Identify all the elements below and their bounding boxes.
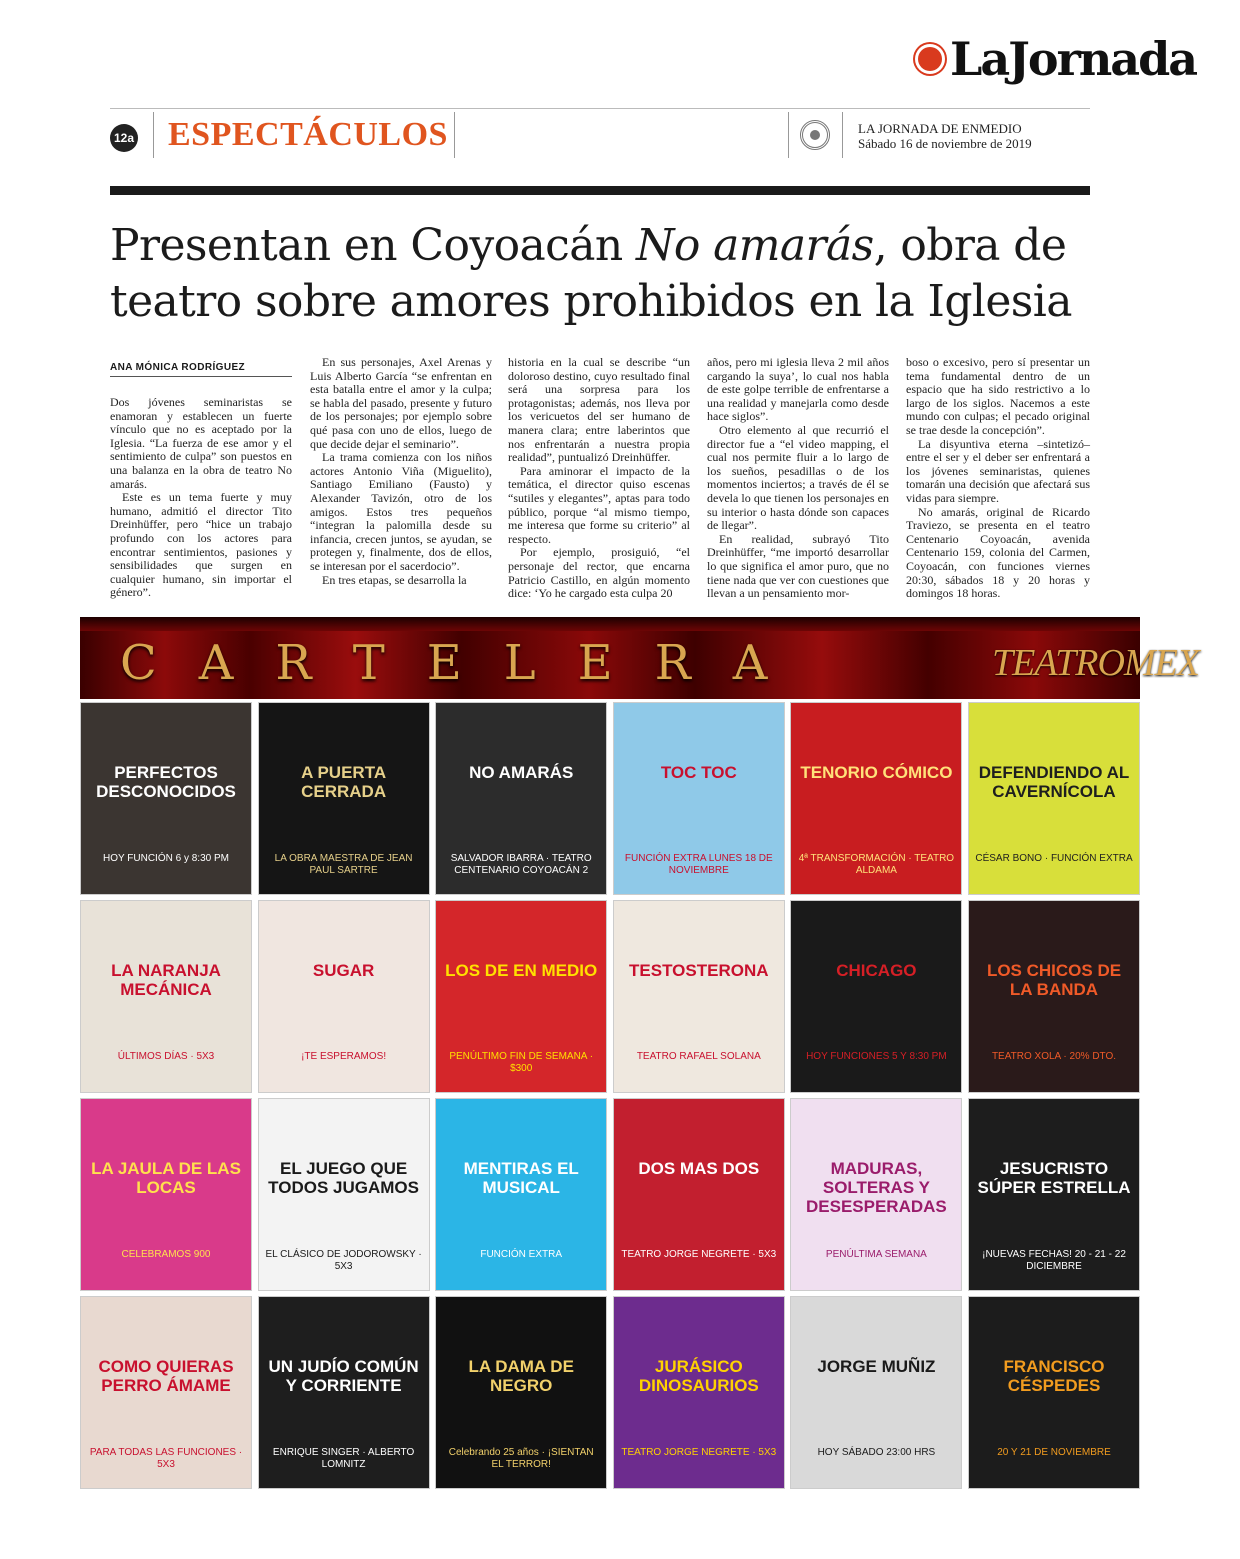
byline: ANA MÓNICA RODRÍGUEZ (110, 362, 246, 373)
poster-subtitle: 4ª TRANSFORMACIÓN · TEATRO ALDAMA (798, 853, 955, 876)
article-column-1 (110, 396, 292, 600)
poster-title: LOS CHICOS DE LA BANDA (986, 961, 1122, 999)
poster-title: SUGAR (312, 961, 375, 980)
theatre-poster[interactable] (613, 1296, 785, 1489)
poster-title: A PUERTA CERRADA (301, 763, 387, 801)
poster-subtitle: TEATRO JORGE NEGRETE · 5X3 (621, 1447, 777, 1458)
poster-subtitle: SALVADOR IBARRA · TEATRO CENTENARIO COYOACÁN 2 (450, 853, 592, 876)
poster-title: DEFENDIENDO AL CAVERNÍCOLA (978, 763, 1130, 801)
poster-subtitle: ¡NUEVAS FECHAS! 20 - 21 - 22 DICIEMBRE (982, 1249, 1126, 1272)
paragraph: Este es un tema fuerte y muy humano, admitió el director Tito Dreinhüffer, pero “hice un trabajo profundo con los actores para encontrar sentimientos, pasiones y sensibilidades que surgen en cualquier humano, sin importar el género”. (110, 490, 292, 600)
logo-mark-icon (918, 47, 942, 71)
theatre-poster[interactable] (258, 1296, 430, 1489)
poster-subtitle: ¡TE ESPERAMOS! (301, 1051, 387, 1062)
page-number: 12a (110, 124, 138, 152)
theatre-poster[interactable] (613, 900, 785, 1093)
poster-subtitle: EL CLÁSICO DE JODOROWSKY · 5X3 (265, 1249, 422, 1272)
divider (788, 112, 789, 158)
paragraph: Para aminorar el impacto de la temática, el director quiso escenas “sutiles y elegantes”, aptas para todo público, porque “al mismo tiempo, me interesa que forme su criterio” al respecto. (508, 463, 690, 546)
logo-text: LaJornada (950, 32, 1197, 86)
theatre-poster[interactable] (258, 702, 430, 895)
paragraph: En tres etapas, se desarrolla la (322, 572, 467, 587)
theatre-poster[interactable] (790, 900, 962, 1093)
headline-italic: No amarás (635, 220, 874, 271)
poster-subtitle: TEATRO JORGE NEGRETE · 5X3 (621, 1249, 777, 1260)
theatre-poster[interactable] (968, 702, 1140, 895)
theatre-poster[interactable] (80, 900, 252, 1093)
poster-title: TESTOSTERONA (629, 961, 769, 980)
headline-part2: , obra de teatro sobre amores prohibidos en la Iglesia (110, 220, 1072, 327)
poster-subtitle: PENÚLTIMO FIN DE SEMANA · $300 (449, 1051, 594, 1074)
edition-name: LA JORNADA DE ENMEDIO (858, 121, 1022, 136)
theatre-poster[interactable] (613, 1098, 785, 1291)
byline-rule (110, 376, 292, 377)
poster-title: LOS DE EN MEDIO (445, 961, 598, 980)
theatre-poster[interactable] (435, 1296, 607, 1489)
poster-subtitle: TEATRO RAFAEL SOLANA (636, 1051, 761, 1062)
poster-subtitle: FUNCIÓN EXTRA LUNES 18 DE NOVIEMBRE (624, 853, 773, 876)
poster-subtitle: TEATRO XOLA · 20% DTO. (991, 1051, 1117, 1062)
poster-subtitle: PARA TODAS LAS FUNCIONES · 5X3 (89, 1447, 243, 1470)
paragraph: La trama comienza con los niños actores Antonio Viña (Miguelito), Santiago Emiliano (Fausto) y Alexander Tavizón, otro de los amigos. Estos tres pequeños “integran la palomilla desde su infancia, crecen juntos, se ayudan, se protegen y, finalmente, dos de ellos, se interesan por el sacerdocio”. (310, 450, 492, 573)
theatre-poster[interactable] (258, 1098, 430, 1291)
poster-subtitle: LA OBRA MAESTRA DE JEAN PAUL SARTRE (274, 853, 413, 876)
poster-subtitle: ENRIQUE SINGER · ALBERTO LOMNITZ (272, 1447, 415, 1470)
poster-title: NO AMARÁS (469, 763, 574, 782)
poster-title: MADURAS, SOLTERAS Y DESESPERADAS (806, 1159, 947, 1216)
cartelera-title: CARTELERA (120, 635, 810, 691)
cartelera-banner (80, 617, 1200, 699)
theatre-poster[interactable] (968, 900, 1140, 1093)
poster-title: DOS MAS DOS (638, 1159, 760, 1178)
poster-title: PERFECTOS DESCONOCIDOS (96, 763, 236, 801)
edition-seal-icon (800, 120, 830, 150)
headline (110, 218, 1100, 330)
edition-date: Sábado 16 de noviembre de 2019 (858, 136, 1032, 151)
article-column-4 (707, 356, 889, 601)
theatre-poster[interactable] (790, 702, 962, 895)
cartelera-brand[interactable]: TEATROMEX (992, 642, 1200, 684)
logo[interactable] (918, 30, 1228, 88)
poster-title: TENORIO CÓMICO (800, 763, 953, 782)
poster-subtitle: CÉSAR BONO · FUNCIÓN EXTRA (975, 853, 1133, 864)
article-column-2 (310, 356, 492, 587)
poster-title: JURÁSICO DINOSAURIOS (638, 1357, 759, 1395)
poster-title: CHICAGO (836, 961, 917, 980)
poster-title: JESUCRISTO SÚPER ESTRELLA (977, 1159, 1131, 1197)
poster-title: LA JAULA DE LAS LOCAS (91, 1159, 241, 1197)
paragraph: boso o excesivo, pero sí presentar un tema fundamental dentro de un espacio que ha sido restrictivo a lo largo de los siglos. Nacemos a este mundo con culpas; el pecado original se trae desde la concepción”. (906, 355, 1090, 437)
paragraph: años, pero mi iglesia lleva 2 mil años cargando la suya’, lo cual nos habla de este golpe terrible de enfrentarse a una realidad y manejarla como desde hace siglos”. (707, 355, 889, 424)
divider (842, 112, 843, 158)
paragraph: En sus personajes, Axel Arenas y Luis Alberto García “se enfrentan en esta batalla entre el amor y la culpa; se habla del pasado, presente y futuro de los personajes; por ejemplo sobre qué pasa con uno de ellos, luego de que decide dejar el seminario”. (310, 355, 492, 451)
poster-title: MENTIRAS EL MUSICAL (463, 1159, 579, 1197)
theatre-poster[interactable] (968, 1098, 1140, 1291)
article-column-5 (906, 356, 1090, 601)
theatre-poster[interactable] (435, 702, 607, 895)
poster-title: JORGE MUÑIZ (817, 1357, 936, 1376)
top-rule (110, 108, 1090, 109)
divider (153, 112, 154, 158)
poster-subtitle: FUNCIÓN EXTRA (480, 1249, 563, 1260)
poster-title: EL JUEGO QUE TODOS JUGAMOS (268, 1159, 419, 1197)
paragraph: No amarás, original de Ricardo Traviezo, se presenta en el teatro Centenario Coyoacán, avenida Centenario 159, colonia del Carmen, Coyoacán, con funciones viernes 20:30, sábados 18 y 20 horas y domingos 18 horas. (906, 504, 1090, 601)
paragraph: En realidad, subrayó Tito Dreinhüffer, “me importó desarrollar lo que significa el amor puro, que no tiene nada que ver con cuestiones que llevan a un pensamiento mor- (707, 531, 889, 601)
theatre-poster[interactable] (435, 900, 607, 1093)
theatre-poster[interactable] (613, 702, 785, 895)
paragraph: Por ejemplo, prosiguió, “el personaje del rector, que encarna Patricio Castillo, en algún momento dice: ‘Yo he cargado esta culpa 20 (508, 545, 690, 601)
article-column-3 (508, 356, 690, 601)
theatre-poster[interactable] (790, 1296, 962, 1489)
poster-title: LA DAMA DE NEGRO (468, 1357, 574, 1395)
theatre-poster[interactable] (968, 1296, 1140, 1489)
poster-subtitle: HOY FUNCIÓN 6 y 8:30 PM (103, 853, 229, 864)
poster-subtitle: HOY SÁBADO 23:00 HRS (817, 1447, 936, 1458)
poster-subtitle: Celebrando 25 años · ¡SIENTAN EL TERROR! (448, 1447, 594, 1470)
poster-subtitle: ÚLTIMOS DÍAS · 5X3 (117, 1051, 215, 1062)
theatre-poster[interactable] (258, 900, 430, 1093)
poster-title: FRANCISCO CÉSPEDES (1003, 1357, 1105, 1395)
poster-title: UN JUDÍO COMÚN Y CORRIENTE (268, 1357, 419, 1395)
section-rule (110, 186, 1090, 195)
poster-subtitle: HOY FUNCIONES 5 Y 8:30 PM (806, 1051, 947, 1062)
section-title[interactable]: ESPECTÁCULOS (168, 116, 448, 153)
poster-title: LA NARANJA MECÁNICA (111, 961, 221, 999)
paragraph: La disyuntiva eterna –sintetizó– entre el ser y el deber ser enfrentará a los jóvenes seminaristas, quienes tomarán una decisión que afectará sus vidas para siempre. (906, 436, 1090, 505)
poster-title: COMO QUIERAS PERRO ÁMAME (98, 1357, 234, 1395)
paragraph: Otro elemento al que recurrió el director fue a “el video mapping, el cual nos permite fluir a lo largo de los sueños, pesadillas o de los momentos inciertos; a través de él se devela lo que tienen los personajes en su interior o hasta dónde son capaces de llegar”. (707, 422, 889, 533)
theatre-poster[interactable] (790, 1098, 962, 1291)
paragraph: historia en la cual se describe “un doloroso destino, cuyo resultado final será una sorpresa para los protagonistas; además, nos lleva por los vericuetos del ser humano de manera clara; entre laberintos que nos enfrentarán a nuestra propia realidad”, puntualizó Dreinhüffer. (508, 355, 690, 465)
divider (454, 112, 455, 158)
poster-subtitle: CELEBRAMOS 900 (121, 1249, 211, 1260)
paragraph: Dos jóvenes seminaristas se enamoran y establecen un fuerte vínculo que no es aceptado por la Iglesia. “La fuerza de ese amor y el sentimiento de culpa” son puestos en una balanza en la obra de teatro No amarás. (110, 395, 292, 491)
poster-subtitle: 20 Y 21 DE NOVIEMBRE (997, 1447, 1111, 1458)
edition-info (858, 121, 1032, 151)
theatre-poster[interactable] (435, 1098, 607, 1291)
theatre-poster[interactable] (80, 1098, 252, 1291)
poster-subtitle: PENÚLTIMA SEMANA (825, 1249, 927, 1260)
theatre-poster[interactable] (80, 1296, 252, 1489)
headline-part1: Presentan en Coyoacán (110, 220, 636, 271)
poster-title: TOC TOC (660, 763, 737, 782)
theatre-poster[interactable] (80, 702, 252, 895)
